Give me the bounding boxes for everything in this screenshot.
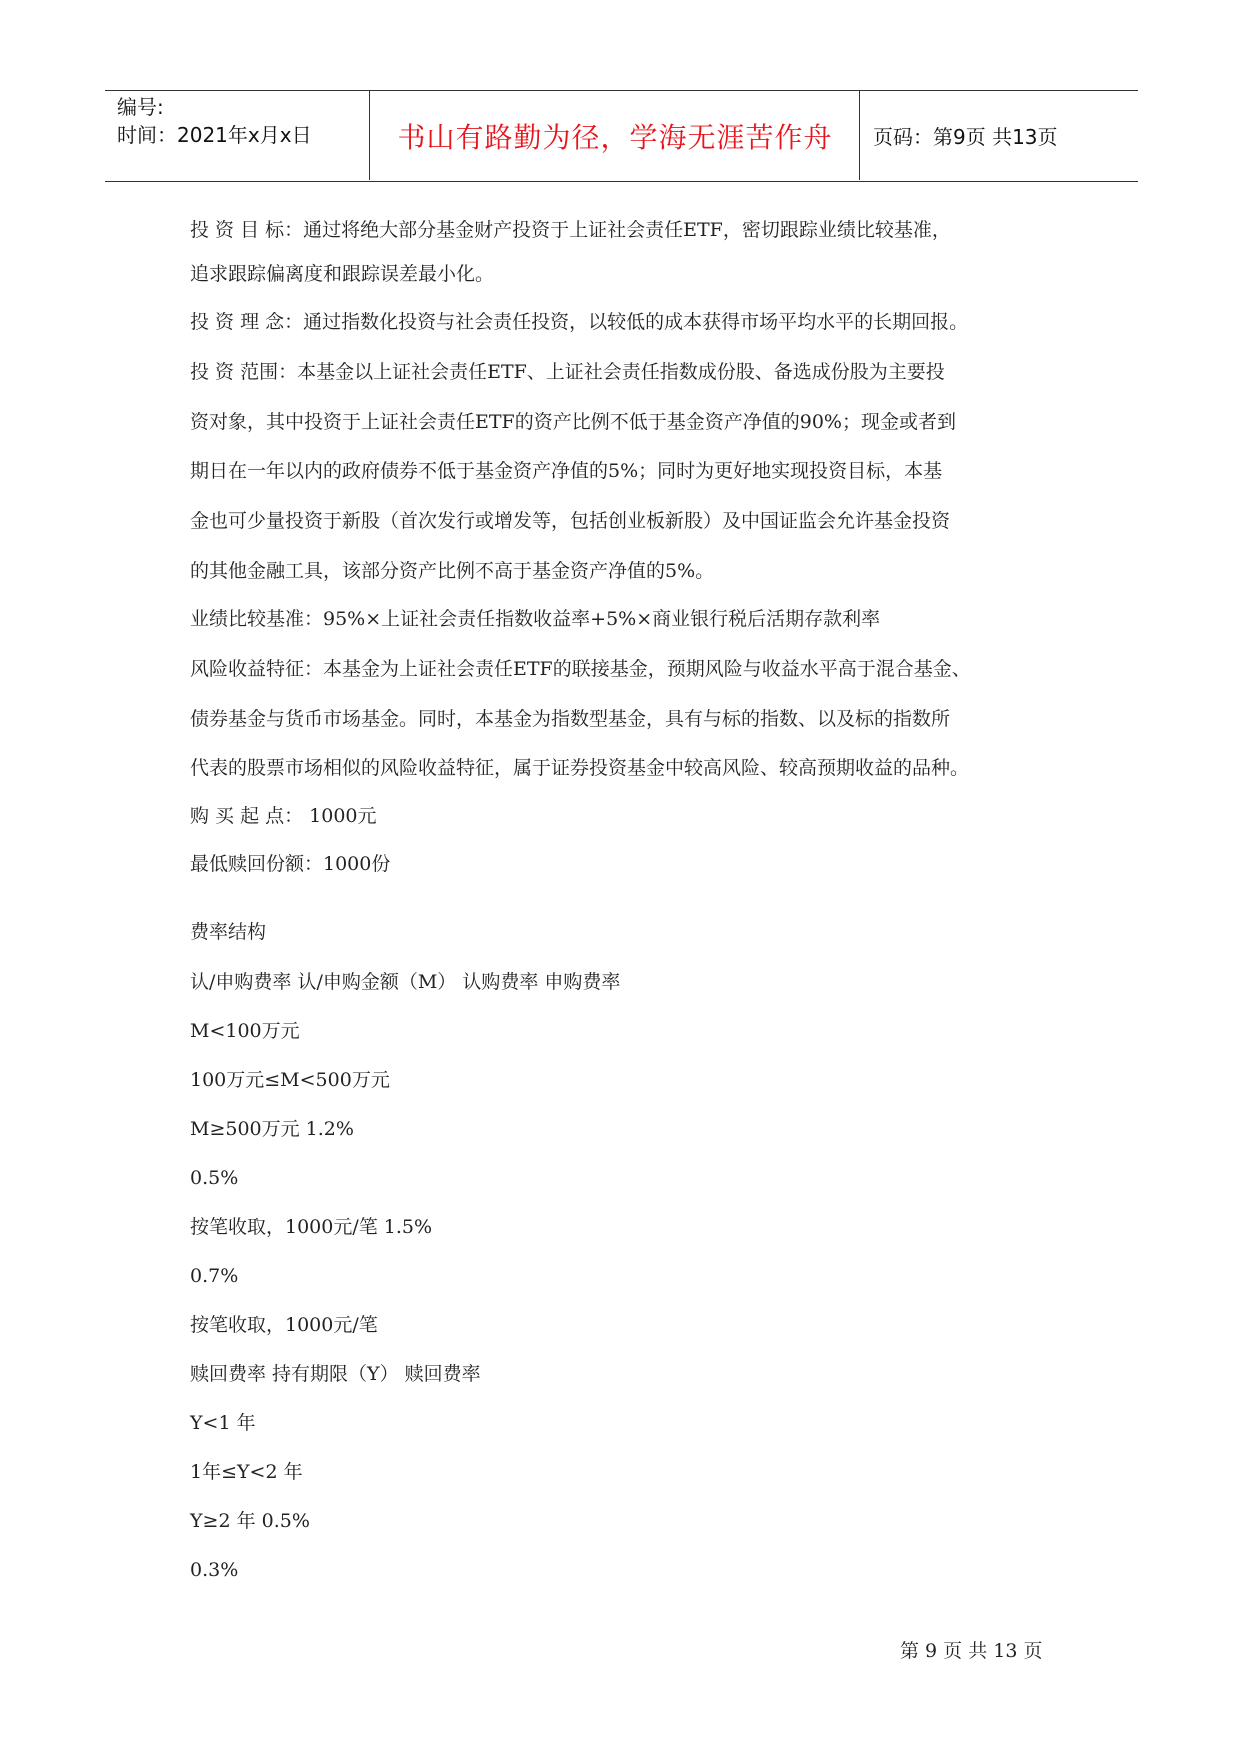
text-line: 风险收益特征：本基金为上证社会责任ETF的联接基金，预期风险与收益水平高于混合基金、 [190,658,971,680]
text-line: 购 买 起 点： 1000元 [190,805,377,827]
text-line: 最低赎回份额：1000份 [190,853,391,875]
text-line: 资对象，其中投资于上证社会责任ETF的资产比例不低于基金资产净值的90%；现金或者到 [190,411,956,433]
header-page-info: 页码：第9页 共13页 [873,125,1058,149]
section-heading: 费率结构 [190,921,267,943]
text-line: 按笔收取，1000元/笔 [190,1314,378,1336]
text-line: Y<1 年 [190,1412,256,1434]
text-line: 100万元≤M<500万元 [190,1069,390,1091]
text-line: M<100万元 [190,1020,300,1042]
text-line: 投 资 理 念：通过指数化投资与社会责任投资，以较低的成本获得市场平均水平的长期回报。 [190,311,969,333]
text-line: 的其他金融工具，该部分资产比例不高于基金资产净值的5%。 [190,560,715,582]
text-line: 0.3% [190,1559,239,1581]
text-line: Y≥2 年 0.5% [190,1510,310,1532]
text-line: M≥500万元 1.2% [190,1118,354,1140]
document-number-label: 编号: [117,95,164,119]
header-divider [369,91,370,180]
text-line: 赎回费率 持有期限（Y） 赎回费率 [190,1363,481,1385]
text-line: 金也可少量投资于新股（首次发行或增发等，包括创业板新股）及中国证监会允许基金投资 [190,510,951,532]
text-line: 1年≤Y<2 年 [190,1461,303,1483]
text-line: 认/申购费率 认/申购金额（M） 认购费率 申购费率 [190,971,621,993]
text-line: 0.7% [190,1265,239,1287]
text-line: 期日在一年以内的政府债券不低于基金资产净值的5%；同时为更好地实现投资目标，本基 [190,460,943,482]
text-line: 代表的股票市场相似的风险收益特征，属于证券投资基金中较高风险、较高预期收益的品种。 [190,757,970,779]
text-line: 业绩比较基准：95%×上证社会责任指数收益率+5%×商业银行税后活期存款利率 [190,608,881,630]
text-line: 0.5% [190,1167,239,1189]
text-line: 投 资 目 标：通过将绝大部分基金财产投资于上证社会责任ETF，密切跟踪业绩比较基准， [190,219,951,241]
text-line: 债券基金与货币市场基金。同时，本基金为指数型基金，具有与标的指数、以及标的指数所 [190,708,951,730]
header-meta [117,93,367,149]
text-line: 按笔收取，1000元/笔 1.5% [190,1216,433,1238]
header-divider [859,91,860,180]
text-line: 追求跟踪偏离度和跟踪误差最小化。 [190,263,495,285]
header-motto: 书山有路勤为径，学海无涯苦作舟 [397,120,833,154]
document-time-label: 时间：2021年x月x日 [117,123,312,147]
page-header [105,90,1138,182]
text-line: 投 资 范围：本基金以上证社会责任ETF、上证社会责任指数成份股、备选成份股为主要投 [190,361,945,383]
page-footer: 第 9 页 共 13 页 [900,1640,1043,1662]
